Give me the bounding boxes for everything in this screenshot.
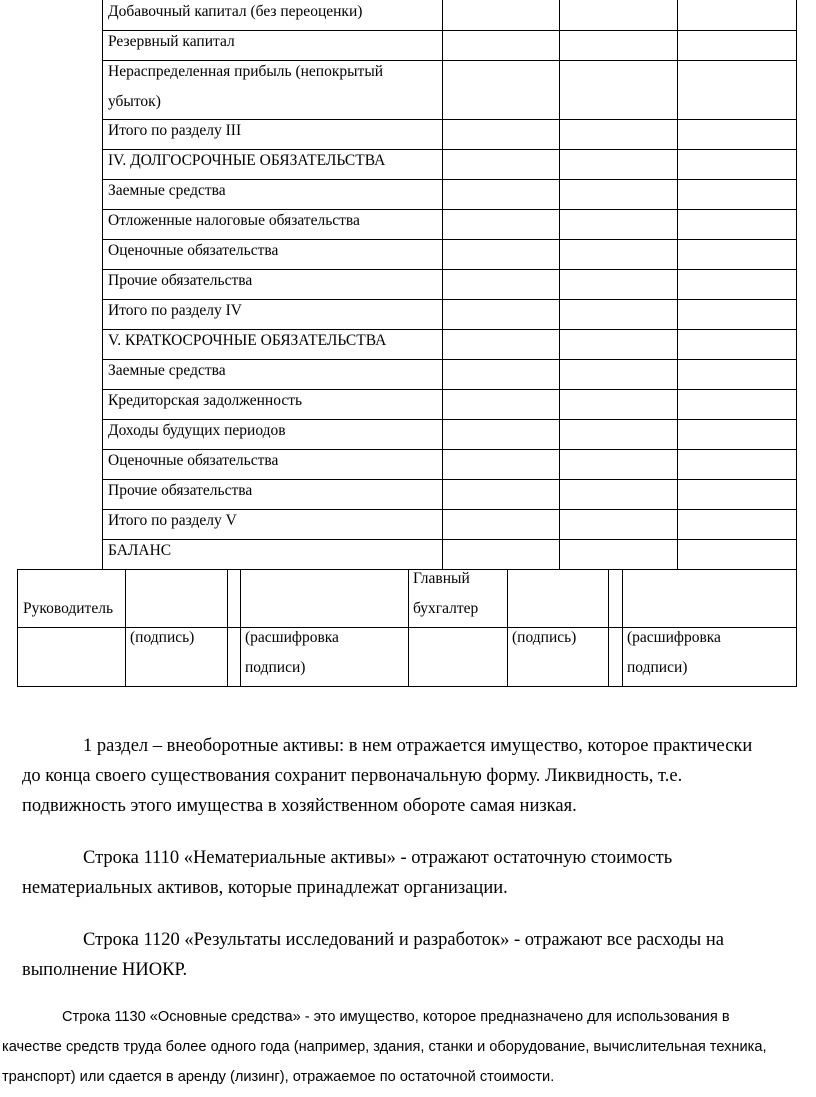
chief-accountant-label: Главный	[413, 570, 470, 587]
signature-caption: (подпись)	[130, 629, 195, 646]
table-col-rule	[677, 0, 678, 570]
paragraph-line: транспорт) или сдается в аренду (лизинг), отражаемое по остаточной стоимости.	[2, 1069, 555, 1085]
table-col-rule	[559, 0, 560, 570]
table-col-rule	[125, 569, 126, 687]
paragraph-line: качестве средств труда более одного года (например, здания, станки и оборудование, вычислительная техника,	[2, 1039, 767, 1055]
table-row-label: V. КРАТКОСРОЧНЫЕ ОБЯЗАТЕЛЬСТВА	[108, 332, 387, 349]
table-col-rule	[796, 0, 797, 687]
table-row-label: Доходы будущих периодов	[108, 422, 286, 439]
paragraph-line: Строка 1120 «Результаты исследований и разработок» - отражают все расходы на	[83, 930, 724, 950]
table-rule	[17, 569, 796, 570]
table-col-rule	[102, 0, 103, 570]
paragraph-line: нематериальных активов, которые принадлежат организации.	[22, 878, 508, 898]
table-rule	[102, 539, 796, 540]
paragraph-line: 1 раздел – внеоборотные активы: в нем отражается имущество, которое практически	[83, 736, 753, 756]
table-col-rule	[17, 569, 18, 687]
table-row-label: Резервный капитал	[108, 33, 235, 50]
signature-caption: (подпись)	[512, 629, 577, 646]
table-col-rule	[507, 569, 508, 687]
paragraph-line: Строка 1110 «Нематериальные активы» - отражают остаточную стоимость	[83, 848, 673, 868]
table-row-label: Прочие обязательства	[108, 272, 253, 289]
table-row-label: Оценочные обязательства	[108, 452, 279, 469]
table-row-label: Добавочный капитал (без переоценки)	[108, 3, 363, 20]
table-row-label: Заемные средства	[108, 362, 226, 379]
table-row-label: Итого по разделу III	[108, 122, 242, 139]
table-row-label: IV. ДОЛГОСРОЧНЫЕ ОБЯЗАТЕЛЬСТВА	[108, 152, 386, 169]
table-row-label: убыток)	[108, 93, 161, 110]
head-label: Руководитель	[23, 600, 114, 617]
table-col-rule	[608, 569, 609, 687]
table-row-label: Оценочные обязательства	[108, 242, 279, 259]
table-row-label: Отложенные налоговые обязательства	[108, 212, 360, 229]
table-row-label: Нераспределенная прибыль (непокрытый	[108, 63, 384, 80]
paragraph-line: Строка 1130 «Основные средства» - это имущество, которое предназначено для использования в	[62, 1009, 730, 1025]
paragraph-section-1	[22, 731, 812, 821]
table-col-rule	[408, 569, 409, 687]
table-row-label: БАЛАНС	[108, 542, 172, 559]
paragraph-line-1120	[22, 925, 812, 985]
signature-decode-caption: подписи)	[627, 659, 688, 676]
chief-accountant-label: бухгалтер	[413, 600, 479, 617]
table-row-label: Кредиторская задолженность	[108, 392, 303, 409]
table-rule	[17, 686, 796, 687]
paragraph-line-1110	[22, 843, 812, 903]
table-row-label: Итого по разделу IV	[108, 302, 242, 319]
table-col-rule	[442, 0, 443, 570]
paragraph-line-1130	[0, 1002, 816, 1092]
paragraph-line: подвижность этого имущества в хозяйственном обороте самая низкая.	[22, 796, 577, 816]
signature-decode-caption: подписи)	[245, 659, 306, 676]
table-col-rule	[240, 569, 241, 687]
signature-decode-caption: (расшифровка	[627, 629, 721, 646]
paragraph-line: до конца своего существования сохранит первоначальную форму. Ликвидность, т.е.	[22, 766, 683, 786]
table-row-label: Заемные средства	[108, 182, 226, 199]
table-col-rule	[227, 569, 228, 687]
table-row-label: Прочие обязательства	[108, 482, 253, 499]
table-col-rule	[622, 569, 623, 687]
paragraph-line: выполнение НИОКР.	[22, 960, 188, 980]
table-row-label: Итого по разделу V	[108, 512, 237, 529]
signature-decode-caption: (расшифровка	[245, 629, 339, 646]
